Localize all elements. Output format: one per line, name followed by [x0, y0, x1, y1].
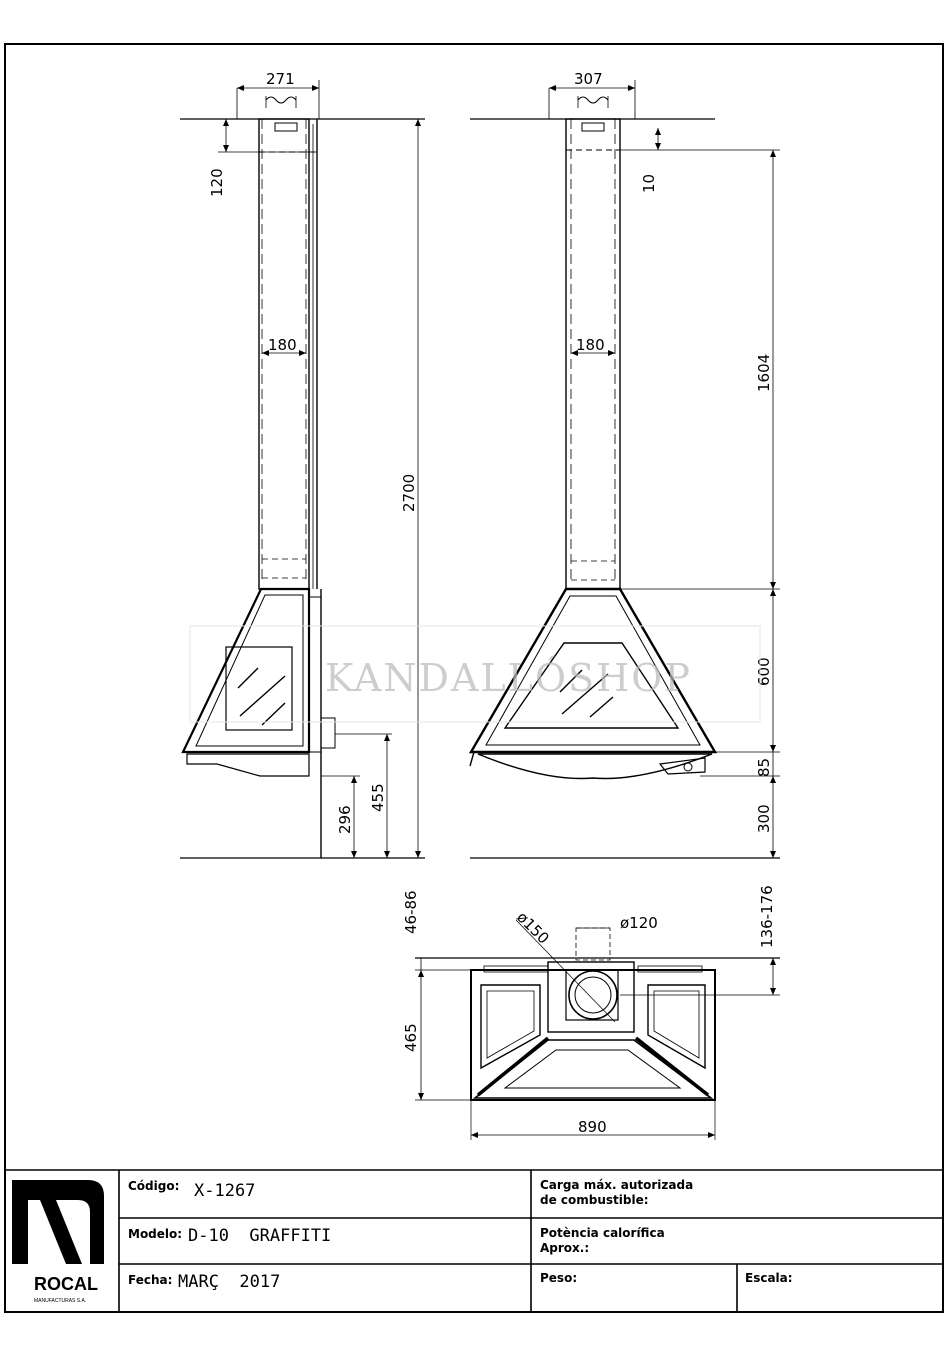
front-firebox-height-label: 85: [755, 757, 773, 777]
modelo-label: Modelo:: [128, 1227, 183, 1241]
plan-depth-label: 465: [402, 1023, 420, 1052]
rocal-logo-mark: [12, 1180, 104, 1264]
front-top-offset-label: 10: [640, 173, 658, 193]
front-view: [470, 80, 780, 858]
front-chimney-height-label: 1604: [755, 353, 773, 392]
plan-width-label: 890: [578, 1118, 607, 1136]
front-hood-height-label: 600: [755, 657, 773, 686]
plan-back-offset-label: 136-176: [758, 885, 776, 948]
side-inlet-height-label: 455: [369, 783, 387, 812]
potencia-label-line2: Aprox.:: [540, 1241, 590, 1255]
fecha-value: MARÇ 2017: [178, 1272, 281, 1292]
codigo-label: Código:: [128, 1179, 180, 1193]
side-top-offset-label: 120: [208, 168, 226, 197]
side-chimney-width-label: 180: [268, 336, 297, 354]
carga-label-line1: Carga máx. autorizada: [540, 1178, 694, 1192]
side-flue-width-label: 271: [266, 70, 295, 88]
side-base-height-label: 296: [336, 805, 354, 834]
modelo-value: D-10 GRAFFITI: [188, 1226, 332, 1246]
escala-label: Escala:: [745, 1271, 793, 1285]
front-chimney-width-label: 180: [576, 336, 605, 354]
plan-wall-offset-label: 46-86: [402, 890, 420, 934]
watermark-text: KANDALLÓSHOP: [325, 656, 692, 700]
carga-label-line2: de combustible:: [540, 1193, 649, 1207]
logo-name: ROCAL: [34, 1274, 98, 1294]
logo-tagline: MANUFACTURAS S.A.: [34, 1298, 87, 1304]
side-total-height-label: 2700: [400, 473, 418, 512]
fecha-label: Fecha:: [128, 1273, 173, 1287]
plan-outer-diameter-label: ø150: [513, 908, 553, 948]
front-floor-gap-label: 300: [755, 804, 773, 833]
rocal-logo: [12, 1180, 104, 1304]
potencia-label-line1: Potència calorífica: [540, 1226, 665, 1240]
plan-view: [415, 920, 780, 1140]
plan-inner-diameter-label: ø120: [620, 914, 658, 932]
codigo-value: X-1267: [194, 1181, 256, 1201]
peso-label: Peso:: [540, 1271, 578, 1285]
front-flue-width-label: 307: [574, 70, 603, 88]
